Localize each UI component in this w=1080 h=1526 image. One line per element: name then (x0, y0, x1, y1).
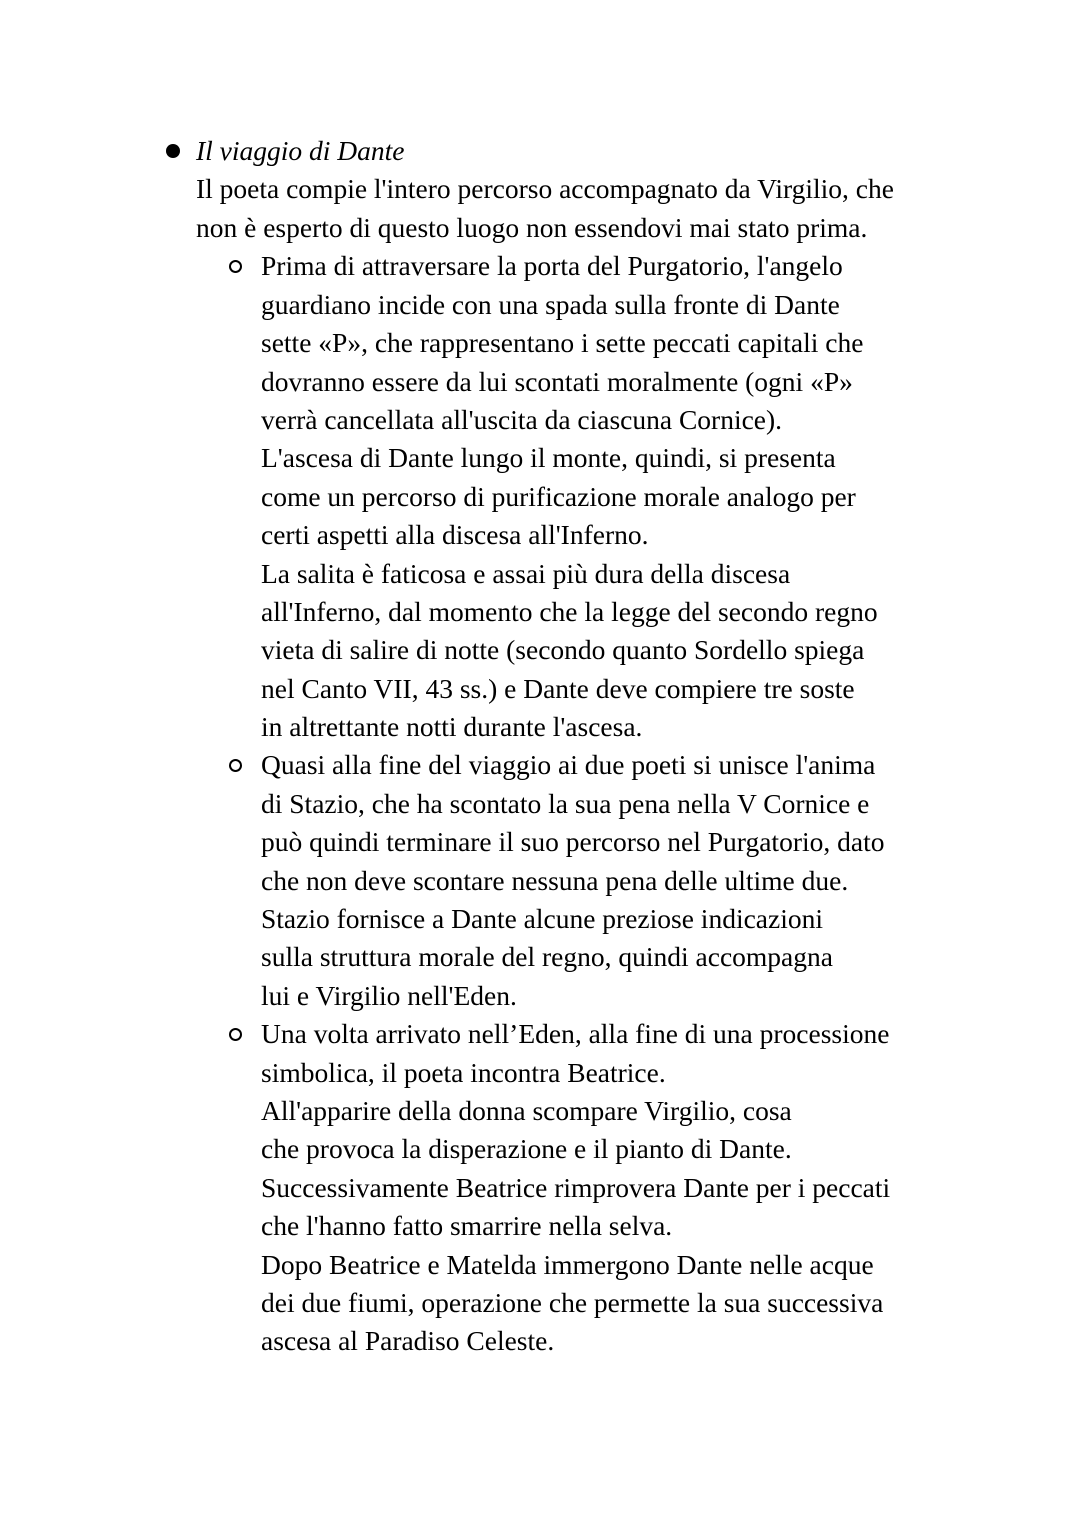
point-line: simbolica, il poeta incontra Beatrice. (261, 1057, 666, 1088)
point-line: Prima di attraversare la porta del Purgatorio, l'angelo (261, 250, 843, 281)
point-line: di Stazio, che ha scontato la sua pena nella V Cornice e (261, 788, 870, 819)
point-line: verrà cancellata all'uscita da ciascuna Cornice). (261, 404, 783, 435)
point-line: in altrettante notti durante l'ascesa. (261, 711, 643, 742)
intro-line: non è esperto di questo luogo non essendovi mai stato prima. (196, 212, 868, 243)
point-line: nel Canto VII, 43 ss.) e Dante deve compiere tre soste (261, 673, 855, 704)
point-line: dovranno essere da lui scontati moralmente (ogni «P» (261, 366, 853, 397)
point-line: come un percorso di purificazione morale analogo per (261, 481, 856, 512)
bullet-dot-icon (166, 144, 180, 158)
point-line: ascesa al Paradiso Celeste. (261, 1325, 555, 1356)
point-line: guardiano incide con una spada sulla fronte di Dante (261, 289, 840, 320)
point-line: La salita è faticosa e assai più dura della discesa (261, 558, 791, 589)
point-line: Dopo Beatrice e Matelda immergono Dante nelle acque (261, 1249, 874, 1280)
point-line: All'apparire della donna scompare Virgilio, cosa (261, 1095, 792, 1126)
point-line: certi aspetti alla discesa all'Inferno. (261, 519, 649, 550)
intro-line: Il poeta compie l'intero percorso accompagnato da Virgilio, che (196, 173, 894, 204)
point-line: che non deve scontare nessuna pena delle ultime due. (261, 865, 849, 896)
section-title: Il viaggio di Dante (196, 135, 405, 166)
point-line: che l'hanno fatto smarrire nella selva. (261, 1210, 673, 1241)
point-line: sette «P», che rappresentano i sette peccati capitali che (261, 327, 864, 358)
point-line: all'Inferno, dal momento che la legge del secondo regno (261, 596, 878, 627)
point-line: Una volta arrivato nell’Eden, alla fine di una processione (261, 1018, 890, 1049)
point-line: lui e Virgilio nell'Eden. (261, 980, 517, 1011)
point-line: Quasi alla fine del viaggio ai due poeti si unisce l'anima (261, 749, 876, 780)
point-line: che provoca la disperazione e il pianto di Dante. (261, 1133, 792, 1164)
bullet-circle-icon (229, 759, 242, 772)
point-line: L'ascesa di Dante lungo il monte, quindi, si presenta (261, 442, 836, 473)
point-line: Successivamente Beatrice rimprovera Dante per i peccati (261, 1172, 891, 1203)
point-line: Stazio fornisce a Dante alcune preziose indicazioni (261, 903, 823, 934)
point-line: dei due fiumi, operazione che permette la sua successiva (261, 1287, 884, 1318)
point-line: può quindi terminare il suo percorso nel Purgatorio, dato (261, 826, 885, 857)
point-line: sulla struttura morale del regno, quindi accompagna (261, 941, 833, 972)
point-line: vieta di salire di notte (secondo quanto Sordello spiega (261, 634, 865, 665)
bullet-circle-icon (229, 260, 242, 273)
bullet-circle-icon (229, 1028, 242, 1041)
